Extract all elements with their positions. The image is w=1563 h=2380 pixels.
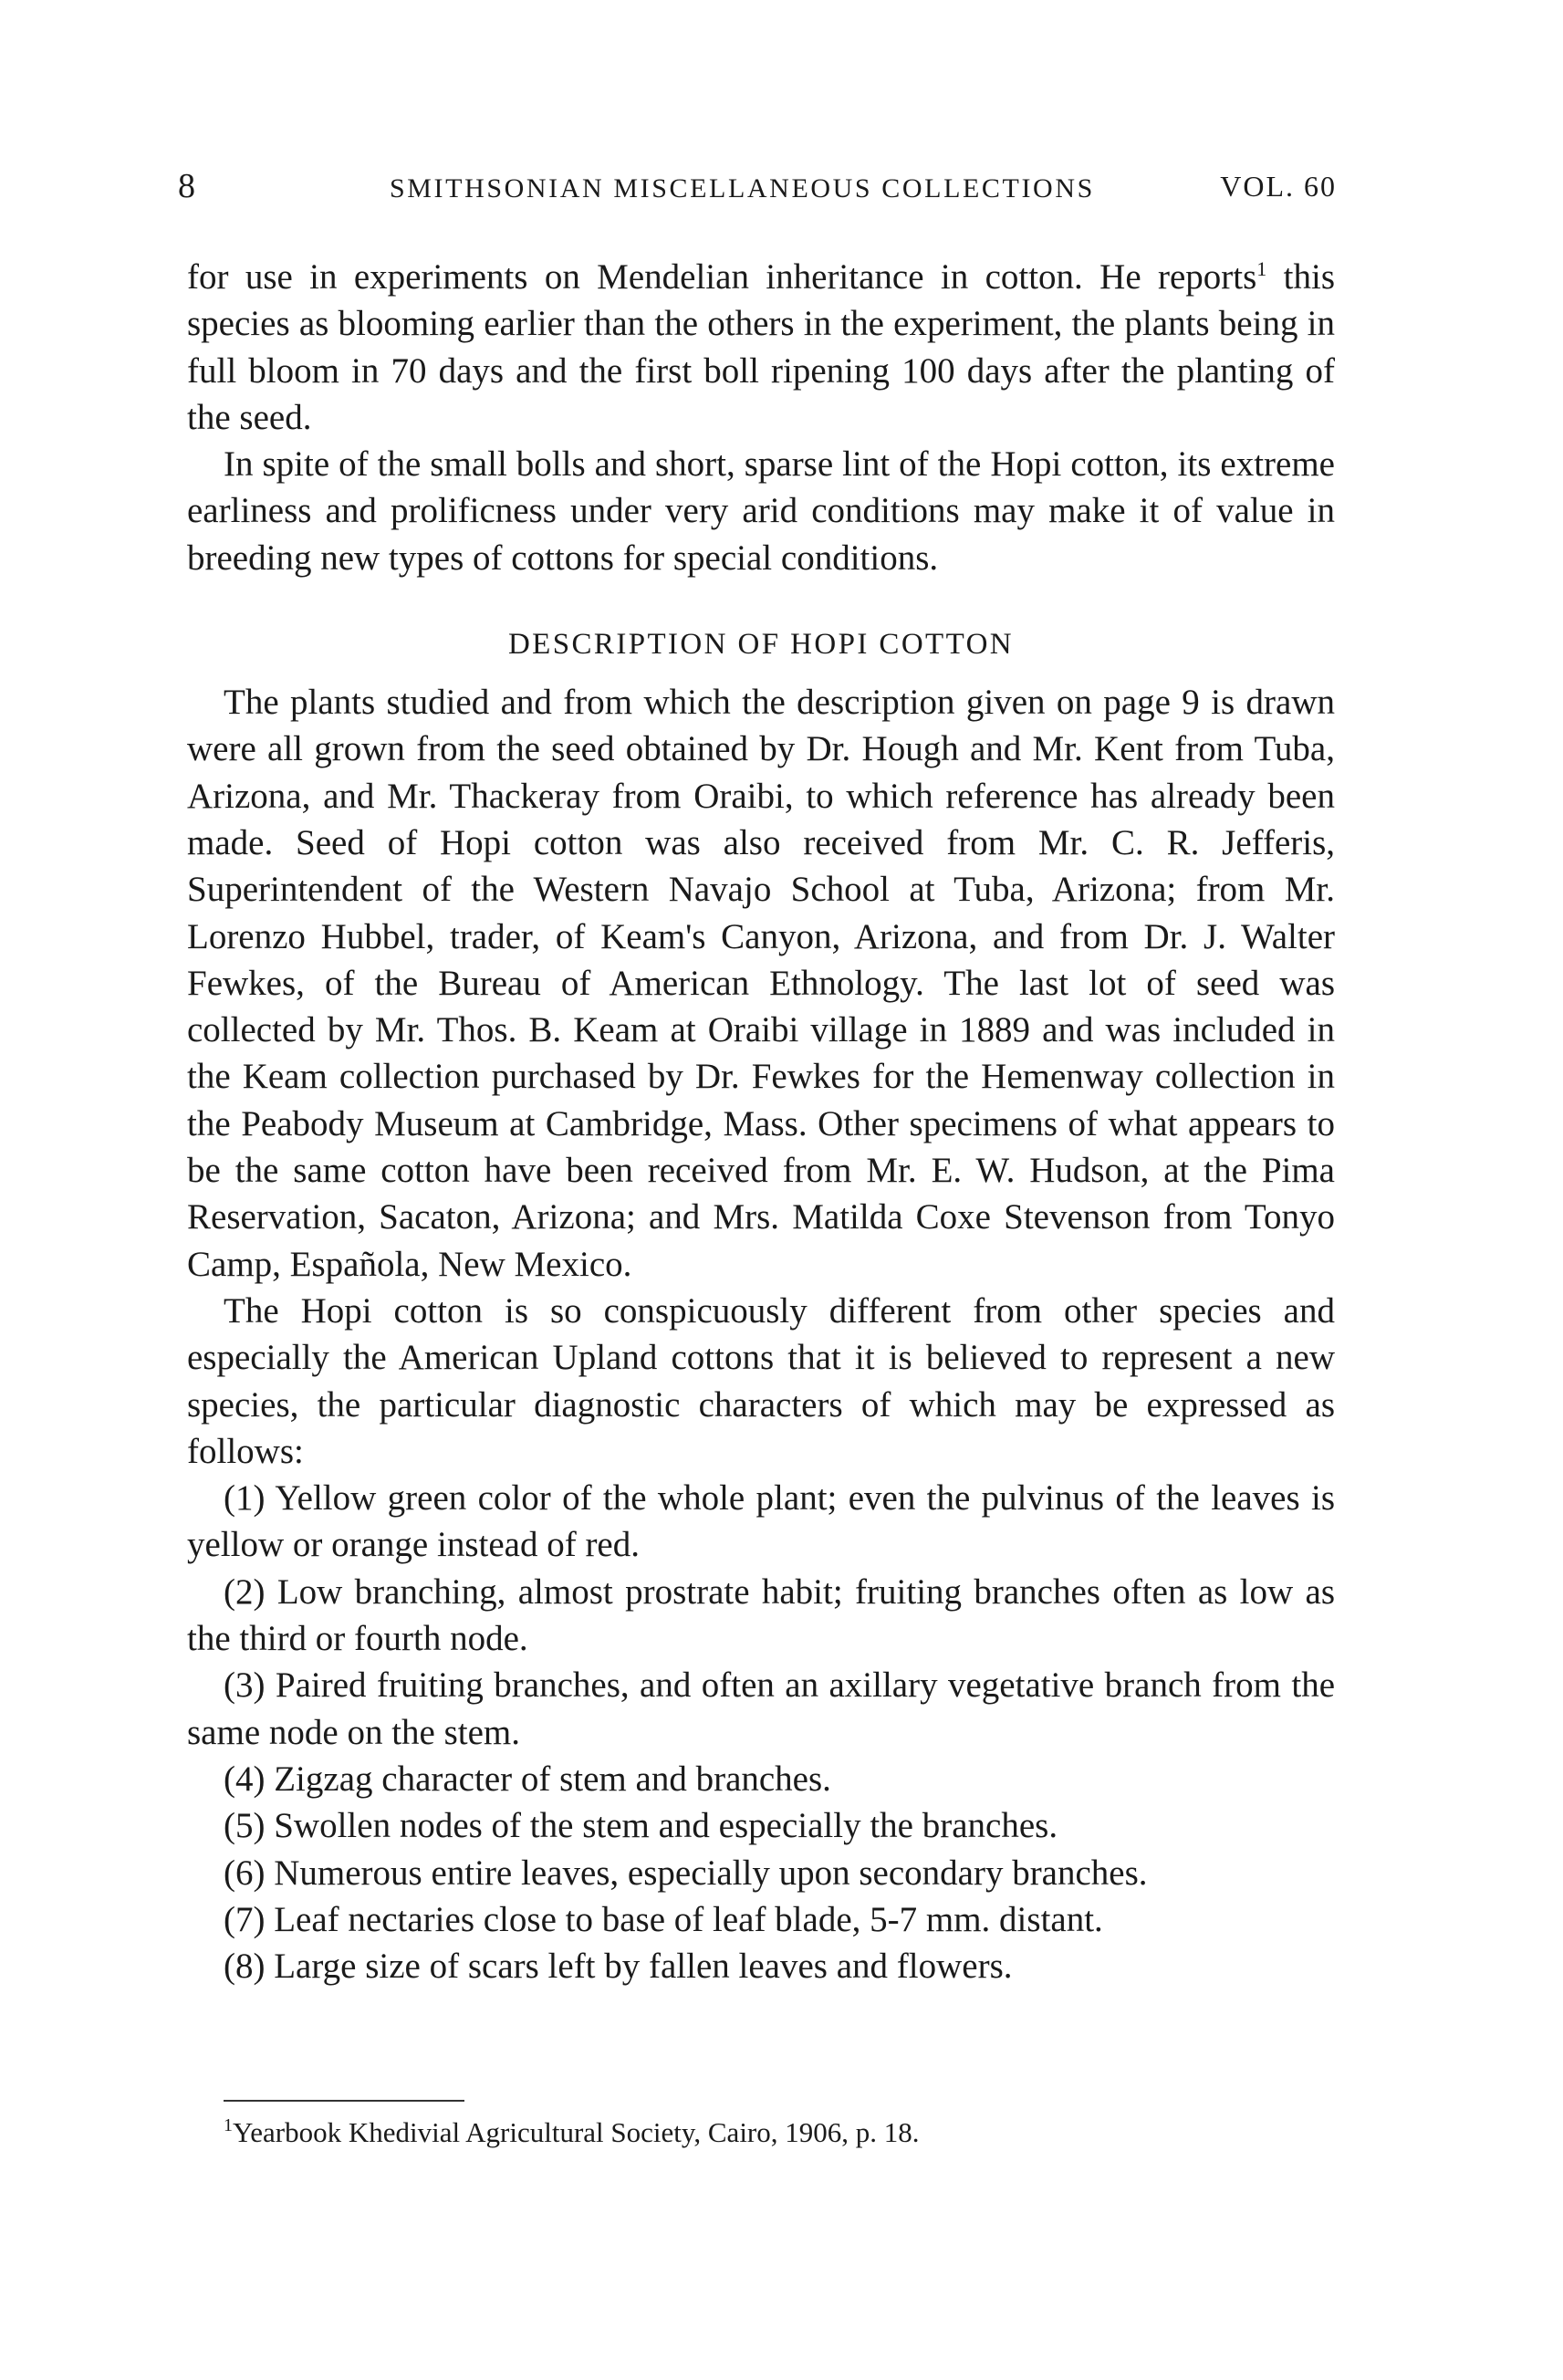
paragraph-continued-end: this species as blooming earlier than the others in the experiment, the plants being in full bloom in 70 days and the first boll ripening 100 days after the planting of the seed. (187, 257, 1335, 437)
character-text: Leaf nectaries close to base of leaf blade, 5-7 mm. distant. (274, 1899, 1103, 1939)
paragraph-continued (187, 254, 1335, 441)
character-item (187, 1850, 1335, 1896)
character-number: (4) (224, 1759, 266, 1799)
section-heading: DESCRIPTION OF HOPI COTTON (507, 628, 1015, 662)
character-item (187, 1756, 1335, 1802)
paragraph-new-species: The Hopi cotton is so conspicuously different from other species and especially the American Upland cottons that it is believed to represent a new species, the particular diagnostic characters of which may be expressed as follows: (187, 1290, 1335, 1471)
character-number: (3) (224, 1665, 266, 1706)
character-text: Zigzag character of stem and branches. (274, 1759, 831, 1799)
volume-number: VOL. 60 (1220, 170, 1337, 203)
character-number: (1) (224, 1478, 266, 1519)
character-item (187, 1662, 1335, 1756)
character-number: (5) (224, 1806, 266, 1846)
character-item (187, 1569, 1335, 1663)
character-item (187, 1896, 1335, 1943)
character-number: (8) (224, 1947, 266, 1987)
character-text: Swollen nodes of the stem and especially the branches. (274, 1806, 1058, 1846)
character-number: (7) (224, 1899, 266, 1939)
character-number: (6) (224, 1853, 266, 1893)
character-text: Yellow green color of the whole plant; even the pulvinus of the leaves is yellow or orange instead of red. (187, 1478, 1335, 1565)
paragraph-value: In spite of the small bolls and short, sparse lint of the Hopi cotton, its extreme earliness and prolificness under very arid conditions may make it of value in breeding new types of cottons for special conditions. (187, 444, 1335, 578)
footnote-marker: 1 (224, 2115, 233, 2135)
footnote-text: Yearbook Khedivial Agricultural Society, Cairo, 1906, p. 18. (233, 2116, 920, 2148)
paragraph-continued-start: for use in experiments on Mendelian inheritance in cotton. He reports (187, 257, 1257, 297)
character-text: Paired fruiting branches, and often an axillary vegetative branch from the same node on the stem. (187, 1665, 1336, 1752)
footnote (224, 2114, 1227, 2151)
running-head (178, 166, 1337, 212)
footnote-reference: 1 (1256, 257, 1267, 280)
character-item (187, 1802, 1335, 1849)
body-text (187, 254, 1335, 1989)
page-number: 8 (178, 167, 195, 205)
character-item (187, 1475, 1335, 1569)
series-title: SMITHSONIAN MISCELLANEOUS COLLECTIONS (390, 173, 1095, 204)
character-text: Numerous entire leaves, especially upon secondary branches. (274, 1853, 1148, 1893)
paragraph-plants-studied: The plants studied and from which the description given on page 9 is drawn were all grown from the seed obtained by Dr. Hough and Mr. Kent from Tuba, Arizona, and Mr. Thackeray from Oraibi, to which reference has already been made. Seed of Hopi cotton was also received from Mr. C. R. Jefferis, Superintendent of the Western Navajo School at Tuba, Arizona; from Mr. Lorenzo Hubbel, trader, of Keam's Canyon, Arizona, and from Dr. J. Walter Fewkes, of the Bureau of American Ethnology. The last lot of seed was collected by Mr. Thos. B. Keam at Oraibi village in 1889 and was included in the Keam collection purchased by Dr. Fewkes for the Hemenway collection in the Peabody Museum at Cambridge, Mass. Other specimens of what appears to be the same cotton have been received from Mr. E. W. Hudson, at the Pima Reservation, Sacaton, Arizona; and Mrs. Matilda Coxe Stevenson from Tonyo Camp, Española, New Mexico. (187, 683, 1335, 1284)
character-item (187, 1943, 1335, 1989)
footnote-divider (224, 2100, 464, 2102)
character-text: Low branching, almost prostrate habit; fruiting branches often as low as the third or fourth node. (187, 1571, 1335, 1659)
character-number: (2) (224, 1571, 266, 1612)
character-text: Large size of scars left by fallen leaves and flowers. (274, 1947, 1013, 1987)
